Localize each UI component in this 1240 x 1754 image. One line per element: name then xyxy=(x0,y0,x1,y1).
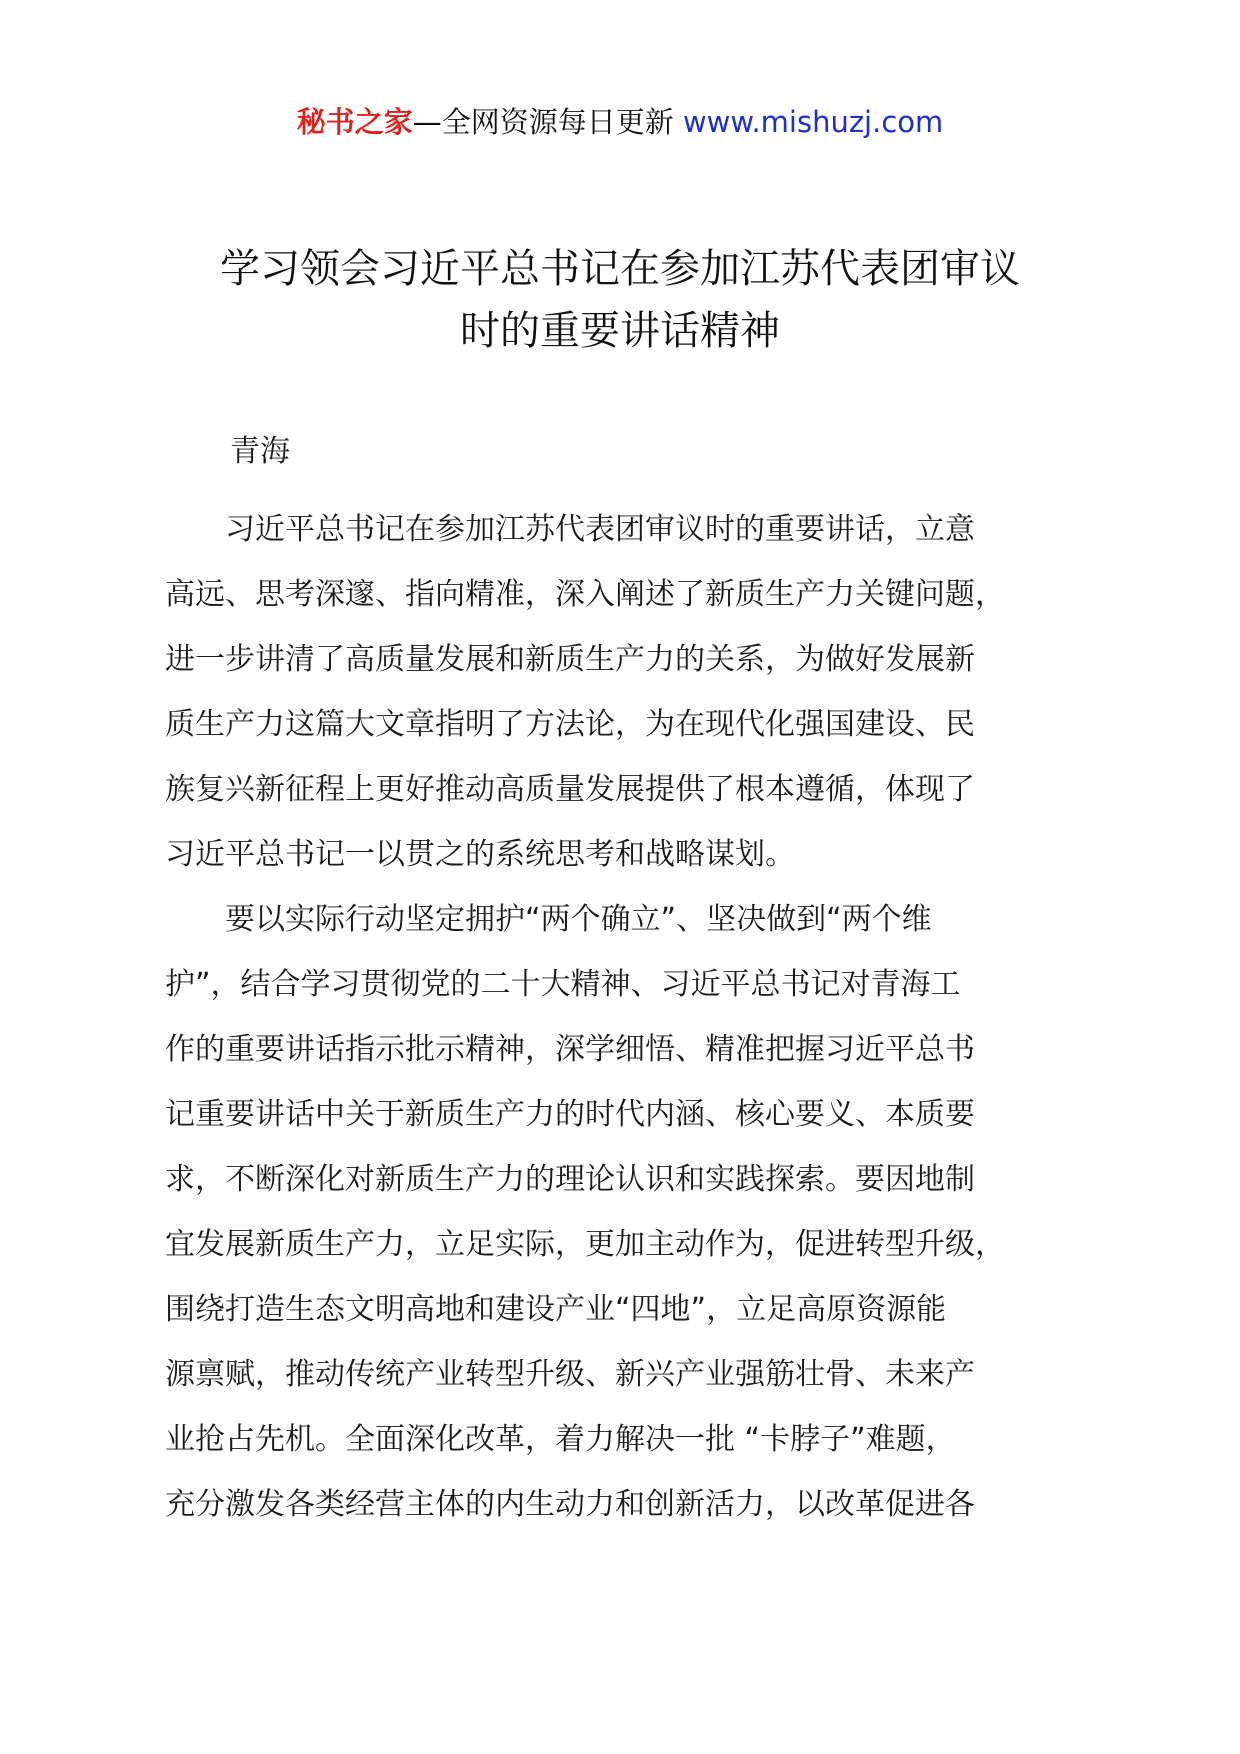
paragraph-line: 围绕打造生态文明高地和建设产业“四地”，立足高原资源能 xyxy=(165,1292,947,1327)
site-header xyxy=(0,100,1240,144)
author-label: 青海 xyxy=(230,434,290,469)
paragraph-line: 作的重要讲话指示批示精神，深学细悟、精准把握习近平总书 xyxy=(165,1032,975,1067)
title-line-1: 学习领会习近平总书记在参加江苏代表团审议 xyxy=(220,246,1020,292)
paragraph-line: 求，不断深化对新质生产力的理论认识和实践探索。要因地制 xyxy=(165,1162,975,1197)
paragraph-line: 业抢占先机。全面深化改革，着力解决一批 “卡脖子”难题， xyxy=(165,1422,956,1457)
paragraph-2 xyxy=(165,887,1105,1537)
title-line-2: 时的重要讲话精神 xyxy=(460,308,780,354)
paragraph-line: 宜发展新质生产力，立足实际，更加主动作为，促进转型升级， xyxy=(165,1227,1005,1262)
document-body xyxy=(165,497,1105,1537)
site-url[interactable]: www.mishuzj.com xyxy=(682,105,944,139)
paragraph-line: 质生产力这篇大文章指明了方法论，为在现代化强国建设、民 xyxy=(165,707,975,742)
header-slogan: —全网资源每日更新 xyxy=(412,105,674,139)
brand-name: 秘书之家 xyxy=(296,105,413,139)
paragraph-line: 高远、思考深邃、指向精准，深入阐述了新质生产力关键问题， xyxy=(165,577,1005,612)
paragraph-1 xyxy=(165,497,1105,887)
paragraph-line: 源禀赋，推动传统产业转型升级、新兴产业强筋壮骨、未来产 xyxy=(165,1357,975,1392)
paragraph-line: 记重要讲话中关于新质生产力的时代内涵、核心要义、本质要 xyxy=(165,1097,975,1132)
paragraph-line: 习近平总书记一以贯之的系统思考和战略谋划。 xyxy=(165,837,795,872)
document-title xyxy=(150,238,1090,362)
paragraph-line: 护”，结合学习贯彻党的二十大精神、习近平总书记对青海工 xyxy=(165,967,961,1002)
paragraph-line: 进一步讲清了高质量发展和新质生产力的关系，为做好发展新 xyxy=(165,642,975,677)
paragraph-line: 要以实际行动坚定拥护“两个确立”、坚决做到“两个维 xyxy=(165,902,932,937)
paragraph-line: 充分激发各类经营主体的内生动力和创新活力，以改革促进各 xyxy=(165,1487,975,1522)
paragraph-line: 族复兴新征程上更好推动高质量发展提供了根本遵循，体现了 xyxy=(165,772,975,807)
paragraph-line: 习近平总书记在参加江苏代表团审议时的重要讲话，立意 xyxy=(165,512,975,547)
